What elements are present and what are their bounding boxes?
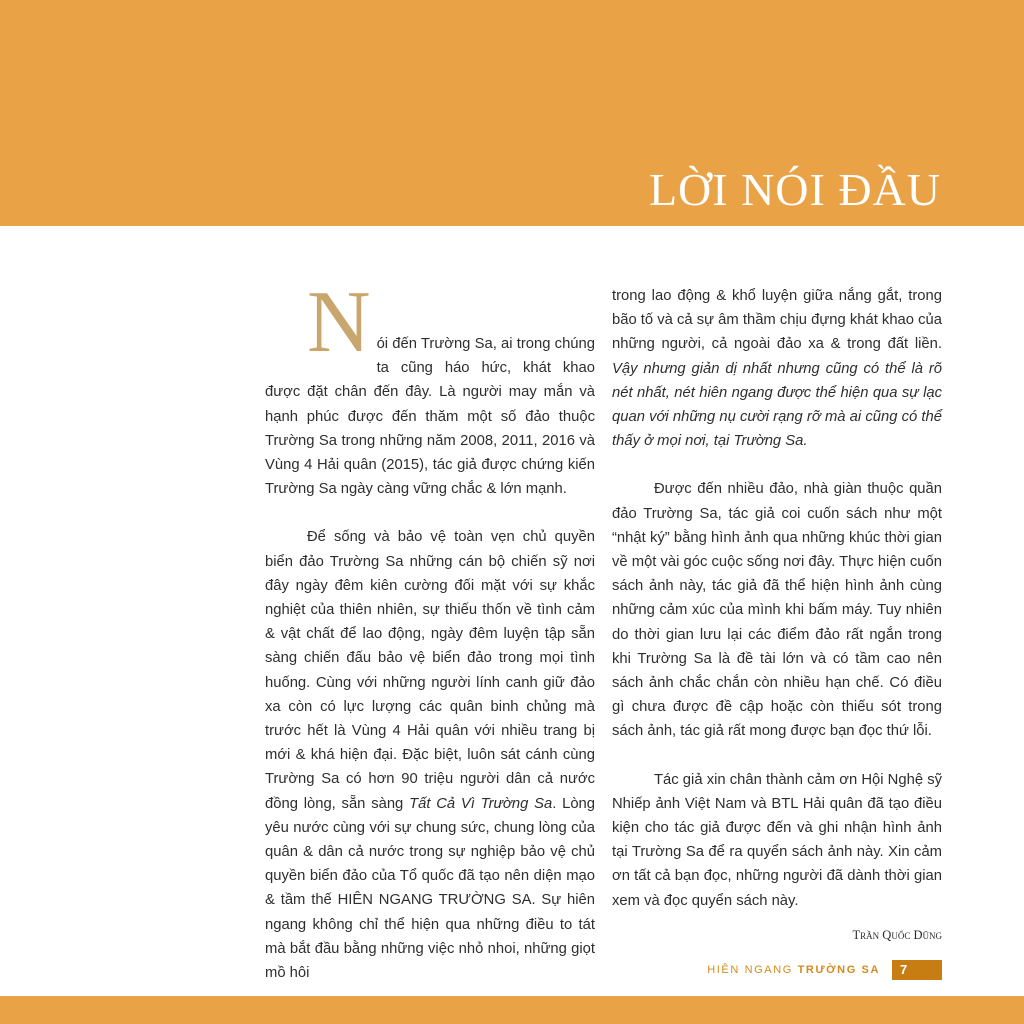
intro-text: ói đến Trường Sa, ai trong chúng ta cũng háo hức, khát khao được đặt chân đến đây. Là người may mắn và hạnh phúc được đến thăm một số đảo thuộc Trường Sa trong những năm 2008, 2011, 2016 và Vùng 4 Hải quân (2015), tác giả được chứng kiến Trường Sa ngày càng vững chắc & lớn mạnh. — [265, 336, 595, 498]
page-number: 7 — [892, 960, 942, 980]
body-paragraph-4: Tác giả xin chân thành cảm ơn Hội Nghệ sỹ Nhiếp ảnh Việt Nam và BTL Hải quân đã tạo điều kiện cho tác giả được đến và ghi nhận hình ảnh tại Trường Sa để ra quyển sách ảnh này. Xin cảm ơn tất cả bạn đọc, những người đã dành thời gian xem và đọc quyển sách này. — [612, 771, 942, 909]
page-title: LỜI NÓI ĐẦU — [648, 164, 941, 215]
body-paragraph-continued — [612, 284, 942, 453]
intro-paragraph — [265, 274, 595, 501]
author-signature: Trần Quốc Dũng — [852, 928, 942, 942]
book-title — [707, 964, 880, 976]
paragraph-text: Để sống và bảo vệ toàn vẹn chủ quyền biển đảo Trường Sa những cán bộ chiến sỹ nơi đây ngày đêm kiên cường đối mặt với sự khắc nghiệt của thiên nhiên, sự thiếu thốn về tình cảm & vật chất để lao động, ngày đêm luyện tập sẵn sàng chiến đấu bảo vệ biển đảo trong mọi tình huống. Cùng với những người lính canh giữ đảo xa còn có lực lượng các quân binh chủng mà trước hết là Vùng 4 Hải quân với nhiều trang bị mới & khá hiện đại. Đặc biệt, luôn sát cánh cùng Trường Sa có hơn 90 triệu người dân cả nước đồng lòng, sẵn sàng — [265, 529, 595, 812]
text-column-left — [265, 274, 596, 1009]
body-paragraph-3: Được đến nhiều đảo, nhà giàn thuộc quần đảo Trường Sa, tác giả coi cuốn sách như một “nhật ký” bằng hình ảnh qua những khúc thời gian về một vài góc cuộc sống nơi đây. Thực hiện cuốn sách ảnh này, tác giả đã thể hiện hình ảnh cùng những cảm xúc của mình khi bấm máy. Tuy nhiên do thời gian lưu lại các điểm đảo rất ngắn trong khi Trường Sa là đề tài lớn và có tầm cao nên sách ảnh chắc chắn còn nhiều hạn chế. Có điều gì chưa được đề cập hoặc còn thiếu sót trong sách ảnh, tác giả rất mong được bạn đọc thứ lỗi. — [612, 481, 942, 740]
page-footer — [707, 960, 942, 980]
body-paragraph-2 — [265, 525, 595, 985]
footer-band — [0, 996, 1024, 1024]
book-title-bold: TRƯỜNG SA — [797, 964, 880, 976]
text-column-right — [612, 284, 942, 937]
italic-passage: Vậy nhưng giản dị nhất nhưng cũng có thể là rõ nét nhất, nét hiên ngang được thể hiện qua sự lạc quan với những nụ cười rạng rỡ mà ai cũng có thể thấy ở mọi nơi, tại Trường Sa. — [612, 360, 942, 450]
dropcap: N — [307, 274, 371, 371]
paragraph-text: . Lòng yêu nước cùng với sự chung sức, chung lòng của quân & dân cả nước trong sự nghiệp bảo vệ chủ quyền biển đảo của Tổ quốc đã tạo nên diện mạo & tầm thế HIÊN NGANG TRƯỜNG SA. Sự hiên ngang không chỉ thể hiện qua những điều to tát mà bắt đầu bằng những việc nhỏ nhoi, những giọt mồ hôi — [265, 795, 596, 982]
italic-phrase: Tất Cả Vì Trường Sa — [409, 795, 553, 812]
book-title-light: HIÊN NGANG — [707, 964, 793, 976]
paragraph-text: trong lao động & khổ luyện giữa nắng gắt, trong bão tố và cả sự âm thầm chịu đựng khát khao của những người, cả ngoài đảo xa & trong đất liền. — [612, 288, 942, 353]
